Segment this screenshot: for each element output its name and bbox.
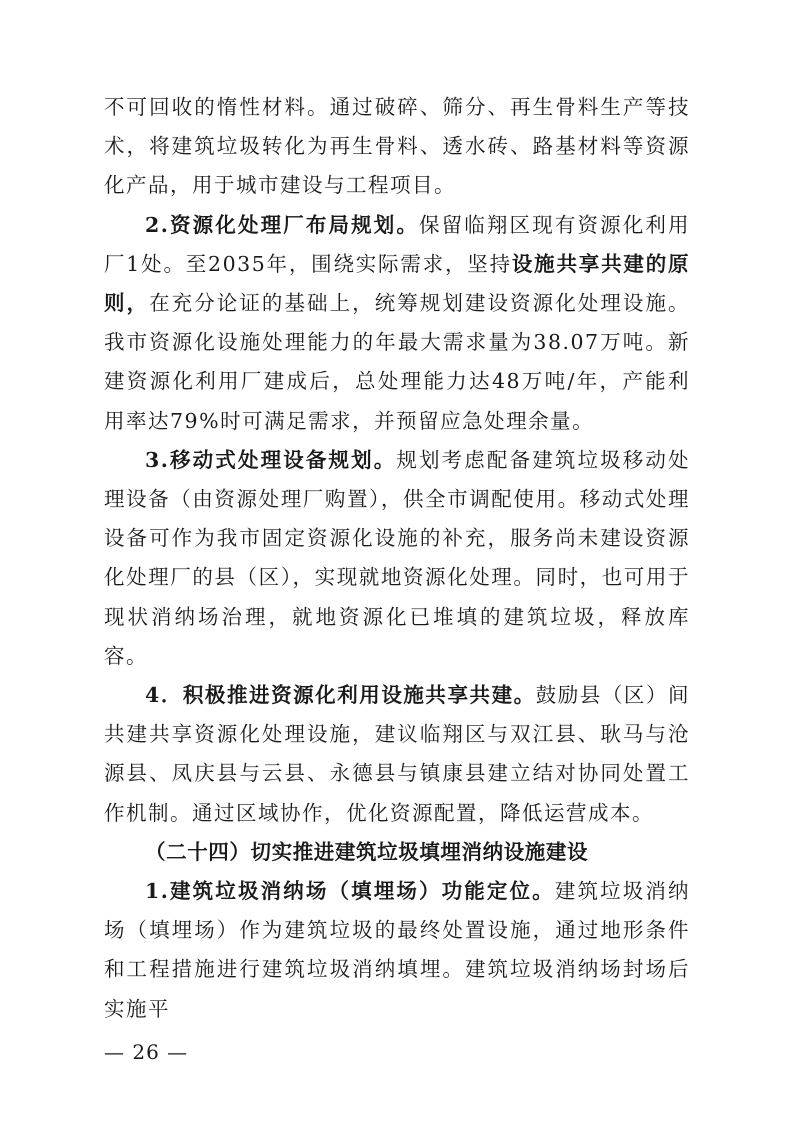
item-title: 1.建筑垃圾消纳场（填埋场）功能定位。	[145, 879, 555, 904]
item-text: 鼓励县（区）间共建共享资源化处理设施，建议临翔区与双江县、耿马与沧源县、凤庆县与云县、永德县与镇康县建立结对协同处置工作机制。通过区域协作，优化资源配置，降低运营成本。	[104, 683, 691, 825]
item-title: 4．积极推进资源化利用设施共享共建。	[145, 683, 536, 708]
item-text: 保留临翔区现有资源化利用厂1处。至2035年，围绕实际需求，坚持	[104, 212, 690, 276]
paragraph-continuation: 不可回收的惰性材料。通过破碎、筛分、再生骨料生产等技术，将建筑垃圾转化为再生骨料、透水砖、路基材料等资源化产品，用于城市建设与工程项目。	[104, 95, 690, 198]
item-title: 3.移动式处理设备规划。	[145, 447, 397, 472]
paragraph-resource-plant-layout	[104, 206, 690, 441]
paragraph-landfill-function	[104, 872, 690, 1029]
item-title: 2.资源化处理厂布局规划。	[145, 212, 420, 237]
section-heading: （二十四）切实推进建筑垃圾填埋消纳设施建设	[145, 839, 589, 864]
paragraph-mobile-equipment	[104, 441, 690, 676]
paragraph-shared-facilities	[104, 676, 690, 833]
item-text: 规划考虑配备建筑垃圾移动处理设备（由资源处理厂购置），供全市调配使用。移动式处理设备可作为我市固定资源化设施的补充，服务尚未建设资源化处理厂的县（区），实现就地资源化处理。同时，也可用于现状消纳场治理，就地资源化已堆填的建筑垃圾，释放库容。	[104, 447, 691, 668]
item-text: 建筑垃圾消纳场（填埋场）作为建筑垃圾的最终处置设施，通过地形条件和工程措施进行建筑垃圾消纳填埋。建筑垃圾消纳场封场后实施平	[104, 879, 691, 1021]
body-text	[104, 88, 690, 1029]
page-number: — 26 —	[104, 1040, 189, 1064]
item-emphasis: 设施共享共建的原则，	[104, 251, 690, 316]
item-text: 在充分论证的基础上，统筹规划建设资源化处理设施。我市资源化设施处理能力的年最大需求量为38.07万吨。新建资源化利用厂建成后，总处理能力达48万吨/年，产能利用率达79%时可满足需求，并预留应急处理余量。	[104, 291, 691, 433]
